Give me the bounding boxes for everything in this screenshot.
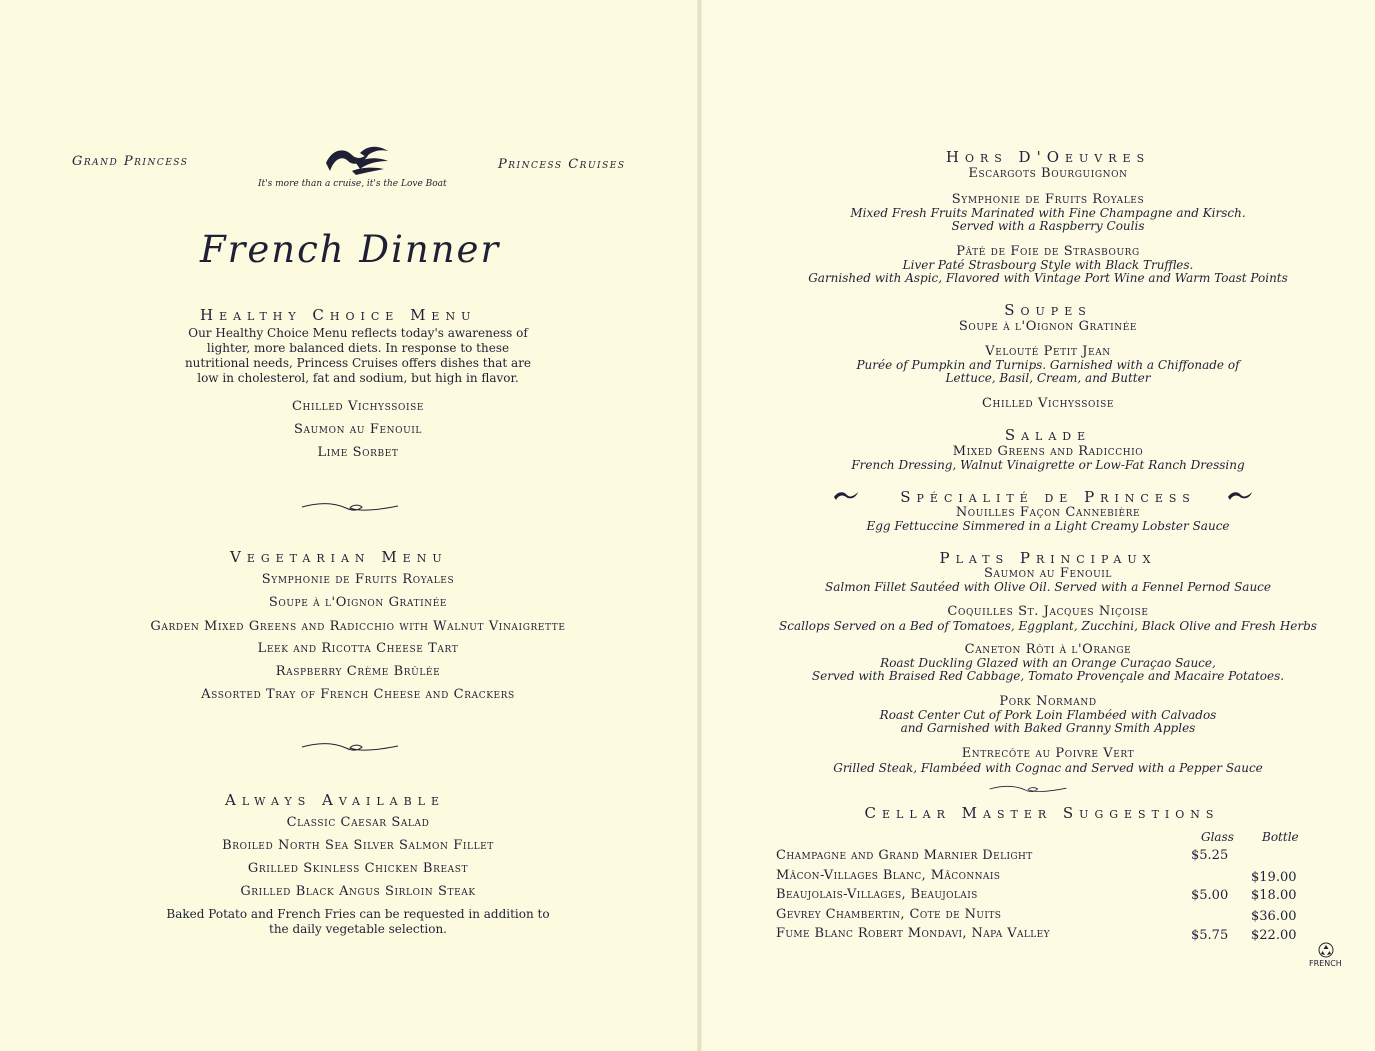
page-fold (697, 0, 702, 1051)
vegetarian-item: Symphonie de Fruits Royales (261, 572, 455, 587)
healthy-item: Lime Sorbet (317, 445, 399, 460)
plats-heading: Plats Principaux (939, 549, 1157, 567)
wine-bottle-price: $18.00 (1251, 888, 1297, 903)
menu-item: Entrecôte au Poivre Vert (961, 746, 1135, 761)
footer-label: FRENCH (1309, 959, 1342, 968)
cellar-heading: Cellar Master Suggestions (864, 804, 1220, 822)
soupes-heading: Soupes (1004, 301, 1092, 319)
menu-item-desc: Roast Duckling Glazed with an Orange Curaçao Sauce, Served with Braised Red Cabbage, Tomato Provençale and Macaire Potatoes. (811, 656, 1285, 683)
always-item: Classic Caesar Salad (286, 815, 430, 830)
brand-grand-princess: Grand Princess (72, 154, 189, 169)
menu-item: Mixed Greens and Radicchio (952, 444, 1144, 459)
healthy-item: Saumon au Fenouil (294, 422, 422, 437)
bottle-column-header: Bottle (1262, 830, 1299, 844)
wine-name: Champagne and Grand Marnier Delight (776, 848, 1033, 863)
menu-item: Saumon au Fenouil (984, 566, 1112, 581)
menu-item: Symphonie de Fruits Royales (951, 192, 1145, 207)
always-item: Grilled Skinless Chicken Breast (247, 861, 469, 876)
wine-name: Gevrey Chambertin, Cote de Nuits (776, 907, 1002, 922)
menu-item: Pâté de Foie de Strasbourg (956, 244, 1140, 259)
menu-item-desc: Purée of Pumpkin and Turnips. Garnished with a Chiffonade of Lettuce, Basil, Cream, and Butter (856, 358, 1240, 385)
menu-item-desc: Roast Center Cut of Pork Loin Flambéed with Calvados and Garnished with Baked Granny Smith Apples (879, 708, 1217, 735)
menu-item: Chilled Vichyssoise (981, 396, 1115, 411)
menu-item: Nouilles Façon Cannebière (955, 505, 1141, 520)
wine-name: Fume Blanc Robert Mondavi, Napa Valley (776, 926, 1050, 941)
vegetarian-item: Garden Mixed Greens and Radicchio with Walnut Vinaigrette (150, 619, 566, 634)
slogan: It's more than a cruise, it's the Love Boat (258, 179, 447, 189)
wine-glass-price: $5.00 (1191, 888, 1229, 903)
wine-bottle-price: $19.00 (1251, 870, 1297, 885)
wine-bottle-price: $36.00 (1251, 909, 1297, 924)
always-note: Baked Potato and French Fries can be requested in addition to the daily vegetable selection. (166, 907, 550, 936)
menu-item: Escargots Bourguignon (968, 166, 1128, 181)
healthy-intro: Our Healthy Choice Menu reflects today's awareness of lighter, more balanced diets. In response to these nutritional needs, Princess Cruises offers dishes that are low in cholesterol, fat and sodium, but high in flavor. (184, 326, 532, 385)
specialite-heading: Spécialité de Princess (900, 488, 1196, 506)
vegetarian-item: Leek and Ricotta Cheese Tart (257, 641, 459, 656)
wine-name: Mâcon-Villages Blanc, Mâconnais (776, 868, 1001, 883)
wine-name: Beaujolais-Villages, Beaujolais (776, 887, 978, 902)
menu-item-desc: Egg Fettuccine Simmered in a Light Creamy Lobster Sauce (866, 519, 1230, 533)
ornament-divider-icon (300, 740, 400, 754)
vegetarian-heading: Vegetarian Menu (230, 548, 448, 566)
menu-item-desc: Salmon Fillet Sautéed with Olive Oil. Served with a Fennel Pernod Sauce (825, 580, 1271, 594)
ornament-divider-icon (300, 500, 400, 514)
princess-wave-icon (1226, 488, 1254, 502)
menu-item: Velouté Petit Jean (985, 344, 1111, 359)
healthy-item: Chilled Vichyssoise (291, 399, 425, 414)
always-heading: Always Available (225, 791, 445, 809)
page-title: French Dinner (200, 228, 501, 271)
vegetarian-item: Raspberry Crème Brûlée (275, 664, 441, 679)
menu-item: Caneton Rôti à l'Orange (964, 642, 1132, 657)
always-item: Grilled Black Angus Sirloin Steak (240, 884, 476, 899)
wine-glass-price: $5.75 (1191, 928, 1229, 943)
menu-item: Coquilles St. Jacques Niçoise (947, 604, 1149, 619)
healthy-heading: Healthy Choice Menu (200, 306, 477, 324)
glass-column-header: Glass (1201, 830, 1234, 844)
menu-item: Soupe à l'Oignon Gratinée (958, 319, 1138, 334)
brand-princess-cruises: Princess Cruises (498, 157, 626, 172)
menu-item-desc: Mixed Fresh Fruits Marinated with Fine Champagne and Kirsch. Served with a Raspberry Coulis (850, 206, 1246, 233)
salade-heading: Salade (1004, 426, 1092, 444)
always-item: Broiled North Sea Silver Salmon Fillet (222, 838, 494, 853)
vegetarian-item: Soupe à l'Oignon Gratinée (268, 595, 448, 610)
princess-wave-logo-icon (322, 141, 394, 177)
vegetarian-item: Assorted Tray of French Cheese and Crackers (201, 687, 515, 702)
menu-item-desc: Scallops Served on a Bed of Tomatoes, Eggplant, Zucchini, Black Olive and Fresh Herbs (779, 619, 1317, 633)
menu-item-desc: French Dressing, Walnut Vinaigrette or Low-Fat Ranch Dressing (851, 458, 1245, 472)
wine-glass-price: $5.25 (1191, 848, 1229, 863)
recycle-seal-icon (1318, 942, 1334, 958)
menu-item: Pork Normand (999, 694, 1097, 709)
menu-item-desc: Grilled Steak, Flambéed with Cognac and Served with a Pepper Sauce (833, 761, 1263, 775)
ornament-divider-icon (988, 782, 1068, 796)
wine-bottle-price: $22.00 (1251, 928, 1297, 943)
hors-heading: Hors D'Oeuvres (945, 148, 1151, 166)
menu-item-desc: Liver Paté Strasbourg Style with Black Truffles. Garnished with Aspic, Flavored with Vintage Port Wine and Warm Toast Points (808, 258, 1288, 285)
